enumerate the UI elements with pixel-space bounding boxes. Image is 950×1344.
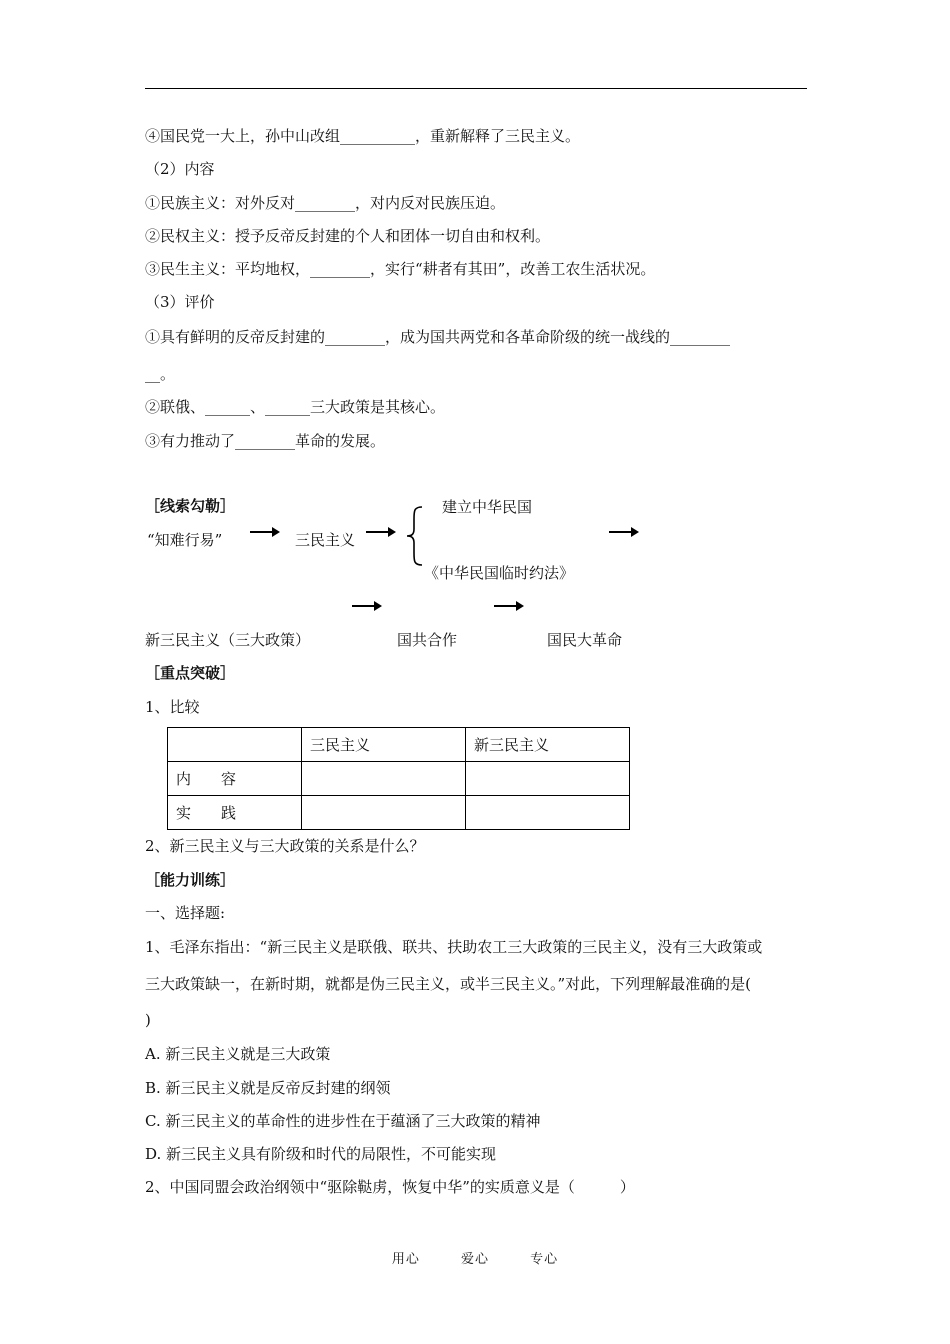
table-row-label: 实 践 [168,796,302,830]
section-label: 一、选择题: [145,904,226,922]
text-line: __。 [145,365,176,383]
brace-icon [404,505,426,567]
comparison-table [167,727,630,830]
arrow-right-icon [609,526,639,538]
section-heading-focus: ［重点突破］ [145,664,236,682]
header-rule [145,88,807,89]
text-line: ②民权主义：授予反帝反封建的个人和团体一切自由和权利。 [145,227,551,245]
table-cell [168,728,302,762]
table-row [168,762,630,796]
text-line: （3）评价 [145,293,215,311]
footer-text: 爱心 [460,1252,489,1267]
question-relation: 2、新三民主义与三大政策的关系是什么？ [145,837,425,855]
text-line: ①民族主义：对外反对________，对内反对民族压迫。 [145,194,506,212]
table-header-cell: 三民主义 [302,728,466,762]
text-line: ④国民党一大上，孙中山改组__________，重新解释了三民主义。 [145,127,581,145]
clue-zhinan: “知难行易” [147,531,223,549]
footer-text: 专心 [530,1252,559,1267]
text-line: ①具有鲜明的反帝反封建的________，成为国共两党和各革命阶级的统一战线的________ [145,328,731,346]
question-text: 1、毛泽东指出：“新三民主义是联俄、联共、扶助农工三大政策的三民主义，没有三大政策或 [145,938,763,956]
arrow-right-icon [494,600,524,612]
table-row-label: 内 容 [168,762,302,796]
section-heading-training: ［能力训练］ [145,871,236,889]
arrow-right-icon [352,600,382,612]
option-c: C. 新三民主义的革命性的进步性在于蕴涵了三大政策的精神 [145,1112,541,1130]
question-text: 三大政策缺一，在新时期，就都是伪三民主义，或半三民主义。”对此，下列理解最准确的是( [145,975,752,993]
question-text: ) [145,1011,151,1029]
text-line: ③有力推动了________革命的发展。 [145,432,386,450]
arrow-right-icon [250,526,280,538]
clue-yuefa: 《中华民国临时约法》 [424,564,575,582]
clue-guogong: 国共合作 [397,631,458,649]
table-row [168,796,630,830]
clue-sanmin: 三民主义 [295,531,356,549]
text-line: （2）内容 [145,160,215,178]
table-cell [302,762,466,796]
option-b: B. 新三民主义就是反帝反封建的纲领 [145,1079,391,1097]
text-line: ③民生主义：平均地权，________，实行“耕者有其田”，改善工农生活状况。 [145,260,656,278]
table-cell [466,762,630,796]
question-compare: 1、比较 [145,698,200,716]
clue-xinsanmin: 新三民主义（三大政策） [145,631,311,649]
option-a: A. 新三民主义就是三大政策 [145,1045,331,1063]
section-heading-clue: ［线索勾勒］ [145,497,236,515]
page-footer [0,1248,950,1267]
question-text: 2、中国同盟会政治纲领中“驱除鞑虏，恢复中华”的实质意义是（ ） [145,1178,635,1196]
table-cell [302,796,466,830]
clue-jianli: 建立中华民国 [442,498,533,516]
footer-text: 用心 [391,1252,420,1267]
table-cell [466,796,630,830]
text-line: ②联俄、______、______三大政策是其核心。 [145,398,446,416]
option-d: D. 新三民主义具有阶级和时代的局限性，不可能实现 [145,1145,497,1163]
arrow-right-icon [366,526,396,538]
table-header-cell: 新三民主义 [466,728,630,762]
clue-guomin: 国民大革命 [547,631,623,649]
table-header-row [168,728,630,762]
